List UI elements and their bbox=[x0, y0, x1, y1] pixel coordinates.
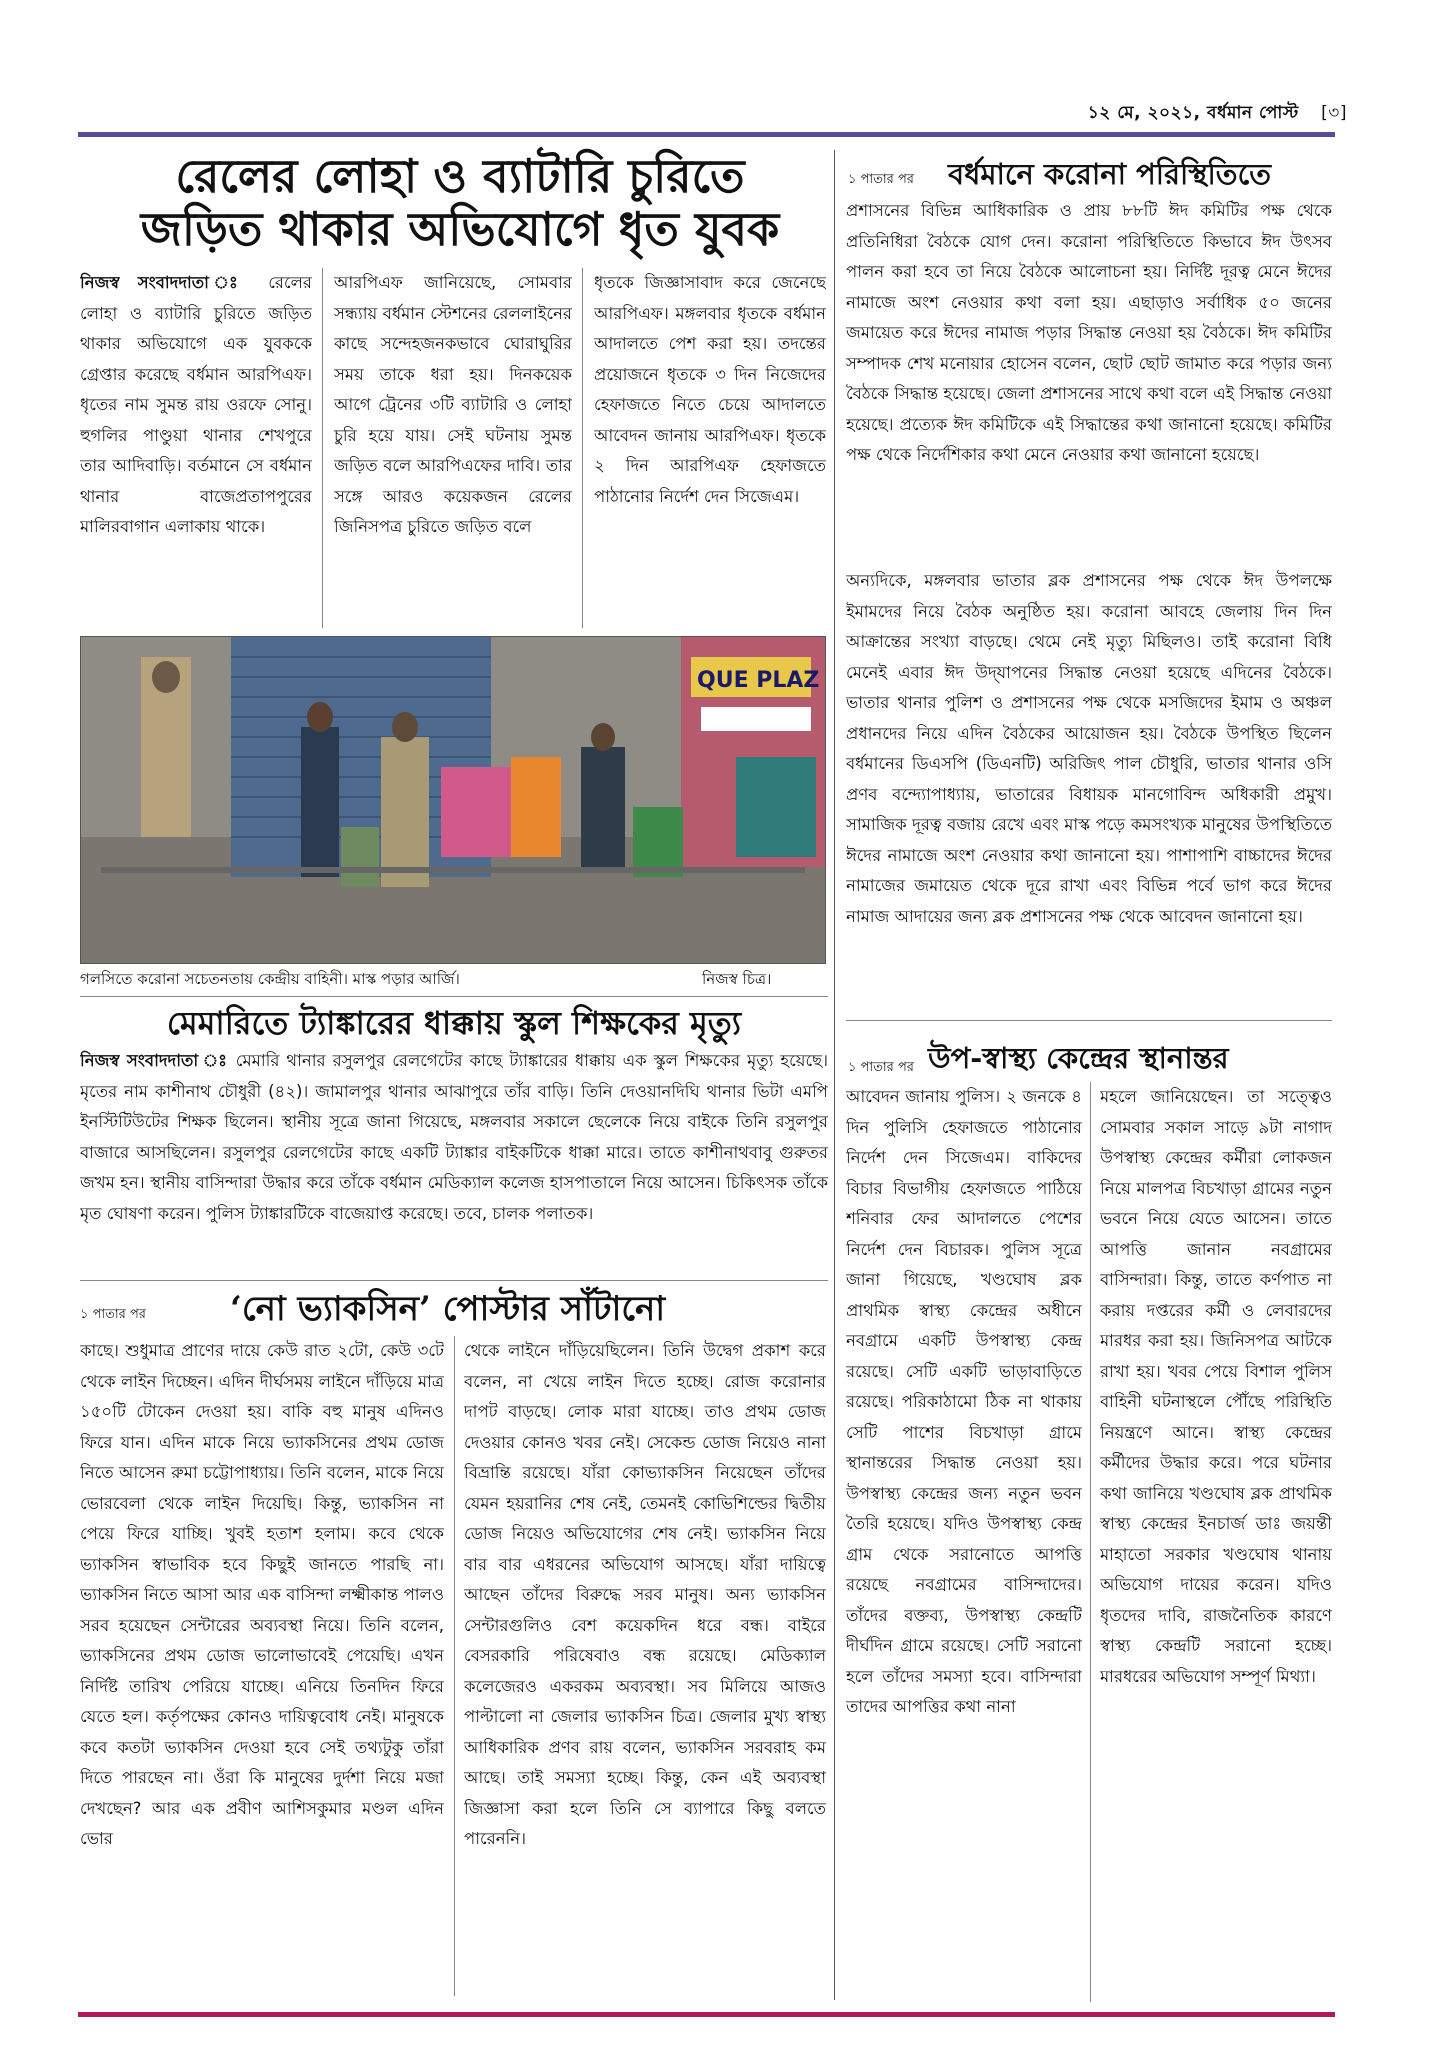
photo-scene bbox=[81, 637, 825, 963]
article3-headline: ‘নো ভ্যাকসিন’ পোস্টার সাঁটানো bbox=[230, 1289, 666, 1329]
page-column-divider bbox=[834, 150, 835, 2000]
column-divider bbox=[454, 1336, 455, 1996]
column-divider bbox=[1090, 1082, 1091, 2002]
shop-sign-text: QUE PLAZ bbox=[697, 668, 820, 693]
news-photo bbox=[80, 636, 826, 964]
section-divider bbox=[80, 996, 828, 997]
article4-para2: অন্যদিকে, মঙ্গলবার ভাতার ব্লক প্রশাসনের পক্ষ থেকে ঈদ উপলক্ষে ইমামদের নিয়ে বৈঠক অনুষ্ঠিত হয়। করোনা আবহে জেলায় দিন দিন আক্রান্তের সংখ্যা বাড়ছে। থেমে নেই মৃত্যু মিছিলও। তাই করোনা বিধি মেনেই এবার ঈদ উদ্‌যাপনের সিদ্ধান্ত নেওয়া হয়েছে এদিনের বৈঠকে। ভাতার থানার পুলিশ ও প্রশাসনের পক্ষ থেকে মসজিদের ইমাম ও অঞ্চল প্রধানদের নিয়ে এদিন বৈঠকের আয়োজন হয়। বৈঠকে উপস্থিত ছিলেন বর্ধমানের ডিএসপি (ডিএনটি) অরিজিৎ পাল চৌধুরি, ভাতার থানার ওসি প্রণব বন্দ্যোপাধ্যায়, ভাতারের বিধায়ক মানগোবিন্দ অধিকারী প্রমুখ। সামাজিক দূরত্ব বজায় রেখে এবং মাস্ক পড়ে কমসংখ্যক মানুষের উপস্থিতিতে ঈদের নামাজে অংশ নেওয়ার কথা জানানো হয়। পাশাপাশি বাচ্চাদের ঈদের নামাজের জমায়েত থেকে দূরে রাখা এবং বিভিন্ন পর্বে ভাগ করে ঈদের নামাজ আদায়ের জন্য ব্লক প্রশাসনের পক্ষ থেকে আবেদন জানানো হয়। bbox=[846, 571, 1332, 926]
article4-para1: প্রশাসনের বিভিন্ন আধিকারিক ও প্রায় ৮৮টি ঈদ কমিটির পক্ষ থেকে প্রতিনিধিরা বৈঠকে যোগ দেন। করোনা পরিস্থিতিতে কিভাবে ঈদ উৎসব পালন করা হবে তা নিয়ে বৈঠকে আলোচনা হয়। নির্দিষ্ট দূরত্ব মেনে ঈদের নামাজে অংশ নেওয়ার কথা বলা হয়। এছাড়াও সর্বাধিক ৫০ জনের জমায়েত করে ঈদের নামাজ পড়ার সিদ্ধান্ত নেওয়া হয় বৈঠকে। ঈদ কমিটির সম্পাদক শেখ মনোয়ার হোসেন বলেন, ছোট ছোট জামাত করে পড়ার জন্য বৈঠকে সিদ্ধান্ত হয়েছে। জেলা প্রশাসনের সাথে কথা বলে এই সিদ্ধান্ত নেওয়া হয়েছে। প্রত্যেক ঈদ কমিটিকে এই সিদ্ধান্তের কথা জানানো হয়েছে। কমিটির পক্ষ থেকে নির্দেশিকার কথা মেনে নেওয়ার কথা জানানো হয়েছে। bbox=[846, 201, 1332, 464]
article1-col2: আরপিএফ জানিয়েছে, সোমবার সন্ধ্যায় বর্ধমান স্টেশনের রেললাইনের কাছে সন্দেহজনকভাবে ঘোরাঘুরির সময় তাকে ধরা হয়। দিনকয়েক আগে ট্রেনের ৩টি ব্যাটারি ও লোহা চুরি হয়ে যায়। সেই ঘটনায় সুমন্ত জড়িত বলে আরপিএফের দাবি। তার সঙ্গে আরও কয়েকজন রেলের জিনিসপত্র চুরিতে জড়িত বলে bbox=[334, 273, 572, 536]
article5-col2: মহলে জানিয়েছেন। তা সত্ত্বেও সোমবার সকাল সাড়ে ৯টা নাগাদ উপস্বাস্থ্য কেন্দ্রের কর্মীরা লোকজন নিয়ে মালপত্র বিচখাড়া গ্রামের নতুন ভবনে নিয়ে যেতে আসেন। তাতে আপত্তি জানান নবগ্রামের বাসিন্দারা। কিন্তু, তাতে কর্ণপাত না করায় দপ্তরের কর্মী ও লেবারদের মারধর করা হয়। জিনিসপত্র আটকে রাখা হয়। খবর পেয়ে বিশাল পুলিস বাহিনী ঘটনাস্থলে পৌঁছে পরিস্থিতি নিয়ন্ত্রণে আনে। স্বাস্থ্য কেন্দ্রের কর্মীদের উদ্ধার করে। পরে ঘটনার কথা জানিয়ে খণ্ডঘোষ ব্লক প্রাথমিক স্বাস্থ্য কেন্দ্রের ইনচার্জ ডাঃ জয়ন্তী মাহাতো সরকার খণ্ডঘোষ থানায় অভিযোগ দায়ের করেন। যদিও ধৃতদের দাবি, রাজনৈতিক কারণে স্বাস্থ্য কেন্দ্রটি সরানো হচ্ছে। মারধরের অভিযোগ সম্পূর্ণ মিথ্যা। bbox=[1100, 1087, 1332, 1686]
article4-headline: বর্ধমানে করোনা পরিস্থিতিতে bbox=[948, 157, 1271, 191]
article1-headline-line1: রেলের লোহা ও ব্যাটারি চুরিতে bbox=[175, 149, 745, 203]
article1-col3: ধৃতকে জিজ্ঞাসাবাদ করে জেনেছে আরপিএফ। মঙ্গলবার ধৃতকে বর্ধমান আদালতে পেশ করা হয়। তদন্তের প্রয়োজনে ধৃতকে ৩ দিন নিজেদের হেফাজতে নিতে চেয়ে আদালতে আবেদন জানায় আরপিএফ। ধৃতকে ২ দিন আরপিএফ হেফাজতে পাঠানোর নির্দেশ দেন সিজেএম। bbox=[594, 273, 826, 506]
section-divider bbox=[80, 1280, 828, 1281]
column-divider bbox=[322, 268, 323, 628]
article1-col1-text: রেলের লোহা ও ব্যাটারি চুরিতে জড়িত থাকার অভিযোগে এক যুবককে গ্রেপ্তার করেছে বর্ধমান আরপিএফ। ধৃতের নাম সুমন্ত রায় ওরফে সোনু। হুগলির পাণ্ডুয়া থানার শেখপুরে তার আদিবাড়ি। বর্তমানে সে বর্ধমান থানার বাজেপ্রতাপপুরের মালিরবাগান এলাকায় থাকে। bbox=[80, 273, 312, 536]
footer-rule bbox=[78, 2012, 1335, 2017]
article2-body bbox=[80, 1046, 828, 1272]
article1-col1 bbox=[80, 268, 312, 628]
photo-caption: গলসিতে করোনা সচেতনতায় কেন্দ্রীয় বাহিনী। মাস্ক পড়ার আর্জি। bbox=[80, 970, 460, 988]
article3-col2: থেকে লাইনে দাঁড়িয়েছিলেন। তিনি উদ্বেগ প্রকাশ করে বলেন, না খেয়ে লাইন দিতে হচ্ছে। রোজ করোনার দাপট বাড়ছে। লোক মারা যাচ্ছে। তাও প্রথম ডোজ দেওয়ার কোনও খবর নেই। সেকেন্ড ডোজ নিয়েও নানা বিভ্রান্তি রয়েছে। যাঁরা কোভ্যাকসিন নিয়েছেন তাঁদের যেমন হয়রানির শেষ নেই, তেমনই কোভিশিল্ডের দ্বিতীয় ডোজ নিয়েও অভিযোগের শেষ নেই। ভ্যাকসিন নিয়ে বার বার এধরনের অভিযোগ আসছে। যাঁরা দায়িত্বে আছেন তাঁদের বিরুদ্ধে সরব মানুষ। অন্য ভ্যাকসিন সেন্টারগুলিও বেশ কয়েকদিন ধরে বন্ধ। বাইরে বেসরকারি পরিষেবাও বন্ধ রয়েছে। মেডিক্যাল কলেজেরও একরকম অব্যবস্থা। সব মিলিয়ে আজও পাল্টালো না জেলার ভ্যাকসিন চিত্র। জেলার মুখ্য স্বাস্থ্য আধিকারিক প্রণব রায় বলেন, ভ্যাকসিন সরবরাহ কম আছে। তাই সমস্যা হচ্ছে। কিন্তু, কেন এই অব্যবস্থা জিজ্ঞাসা করা হলে তিনি সে ব্যাপারে কিছু বলতে পারেননি। bbox=[464, 1341, 826, 1848]
header-rule bbox=[78, 132, 1335, 137]
article2-headline: মেমারিতে ট্যাঙ্কারের ধাক্কায় স্কুল শিক্ষকের মৃত্যু bbox=[166, 1004, 742, 1042]
article2-body-text: মেমারি থানার রসুলপুর রেলগেটের কাছে ট্যাঙ্কারের ধাক্কায় এক স্কুল শিক্ষকের মৃত্যু হয়েছে। মৃতের নাম কাশীনাথ চৌধুরী (৪২)। জামালপুর থানার আঝাপুরে তাঁর বাড়ি। তিনি দেওয়ানদিঘি থানার ভিটা এমপি ইনস্টিটিউটের শিক্ষক ছিলেন। স্থানীয় সূত্রে জানা গিয়েছে, মঙ্গলবার সকালে ছেলেকে নিয়ে বাইকে তিনি রসুলপুর বাজারে আসছিলেন। রসুলপুর রেলগেটের কাছে একটি ট্যাঙ্কার বাইকটিকে ধাক্কা মারে। তাতে কাশীনাথবাবু গুরুতর জখম হন। স্থানীয় বাসিন্দারা উদ্ধার করে তাঁকে বর্ধমান মেডিক্যাল কলেজ হাসপাতালে নিয়ে আসেন। চিকিৎসক তাঁকে মৃত ঘোষণা করেন। পুলিস ট্যাঙ্কারটিকে বাজেয়াপ্ত করেছে। তবে, চালক পলাতক। bbox=[80, 1051, 828, 1223]
section-divider bbox=[846, 1020, 1332, 1021]
article1-byline: নিজস্ব সংবাদদাতা ঃ bbox=[80, 273, 251, 292]
article3-col1: কাছে। শুধুমাত্র প্রাণের দায়ে কেউ রাত ২টো, কেউ ৩টে থেকে লাইন দিচ্ছেন। এদিন দীর্ঘসময় লাইনে দাঁড়িয়ে মাত্র ১৫০টি টোকেন দেওয়া হয়। বাকি বহু মানুষ এদিনও ফিরে যান। এদিন মাকে নিয়ে ভ্যাকসিনের প্রথম ডোজ নিতে আসেন রুমা চট্টোপাধ্যায়। তিনি বলেন, মাকে নিয়ে ভোরবেলা থেকে লাইন দিয়েছি। কিন্তু, ভ্যাকসিন না পেয়ে ফিরে যাচ্ছি। খুবই হতাশ হলাম। কবে থেকে ভ্যাকসিন স্বাভাবিক হবে কিছুই জানতে পারছি না। ভ্যাকসিন নিতে আসা আর এক বাসিন্দা লক্ষ্মীকান্ত পালও সরব হয়েছেন সেন্টারের অব্যবস্থা নিয়ে। তিনি বলেন, ভ্যাকসিনের প্রথম ডোজ ভালোভাবেই পেয়েছি। এখন নির্দিষ্ট তারিখ পেরিয়ে যাচ্ছে। এনিয়ে তিনদিন ফিরে যেতে হল। কর্তৃপক্ষের কোনও দায়িত্ববোধ নেই। মানুষকে কবে কতটা ভ্যাকসিন দেওয়া হবে সেই তথ্যটুকু তাঁরা দিতে পারছেন না। ওঁরা কি মানুষের দুর্দশা নিয়ে মজা দেখছেন? আর এক প্রবীণ আশিসকুমার মণ্ডল এদিন ভোর bbox=[80, 1341, 444, 1848]
column-divider bbox=[582, 268, 583, 628]
article5-col1: আবেদন জানায় পুলিস। ২ জনকে ৪ দিন পুলিসি হেফাজতে পাঠানোর নির্দেশ দেন সিজেএম। বাকিদের বিচার বিভাগীয় হেফাজতে পাঠিয়ে শনিবার ফের আদালতে পেশের নির্দেশ দেন বিচারক। পুলিস সূত্রে জানা গিয়েছে, খণ্ডঘোষ ব্লক প্রাথমিক স্বাস্থ্য কেন্দ্রের অধীনে নবগ্রামে একটি উপস্বাস্থ্য কেন্দ্র রয়েছে। সেটি একটি ভাড়াবাড়িতে রয়েছে। পরিকাঠামো ঠিক না থাকায় সেটি পাশের বিচখাড়া গ্রামে স্থানান্তরের সিদ্ধান্ত নেওয়া হয়। উপস্বাস্থ্য কেন্দ্রের জন্য নতুন ভবন তৈরি হয়েছে। যদিও উপস্বাস্থ্য কেন্দ্র গ্রাম থেকে সরানোতে আপত্তি রয়েছে নবগ্রামের বাসিন্দাদের। তাঁদের বক্তব্য, উপস্বাস্থ্য কেন্দ্রটি দীর্ঘদিন গ্রামে রয়েছে। সেটি সরানো হলে তাঁদের সমস্যা হবে। বাসিন্দারা তাদের আপত্তির কথা নানা bbox=[846, 1087, 1082, 1716]
article3-kicker: ১ পাতার পর bbox=[80, 1307, 146, 1322]
article5-headline: উপ-স্বাস্থ্য কেন্দ্রের স্থানান্তর bbox=[928, 1041, 1229, 1075]
article5-kicker: ১ পাতার পর bbox=[848, 1060, 914, 1075]
article2-byline: নিজস্ব সংবাদদাতা ঃ bbox=[80, 1051, 229, 1070]
article1-headline bbox=[100, 150, 820, 256]
date-line bbox=[1088, 100, 1347, 128]
masthead-date: ১২ মে, ২০২১, বর্ধমান পোস্ট bbox=[1087, 103, 1299, 123]
photo-credit: নিজস্ব চিত্র। bbox=[702, 970, 772, 988]
article1-headline-line2: জড়িত থাকার অভিযোগে ধৃত যুবক bbox=[140, 201, 780, 256]
article4-kicker: ১ পাতার পর bbox=[848, 172, 914, 187]
page-number: [৩] bbox=[1321, 103, 1347, 123]
